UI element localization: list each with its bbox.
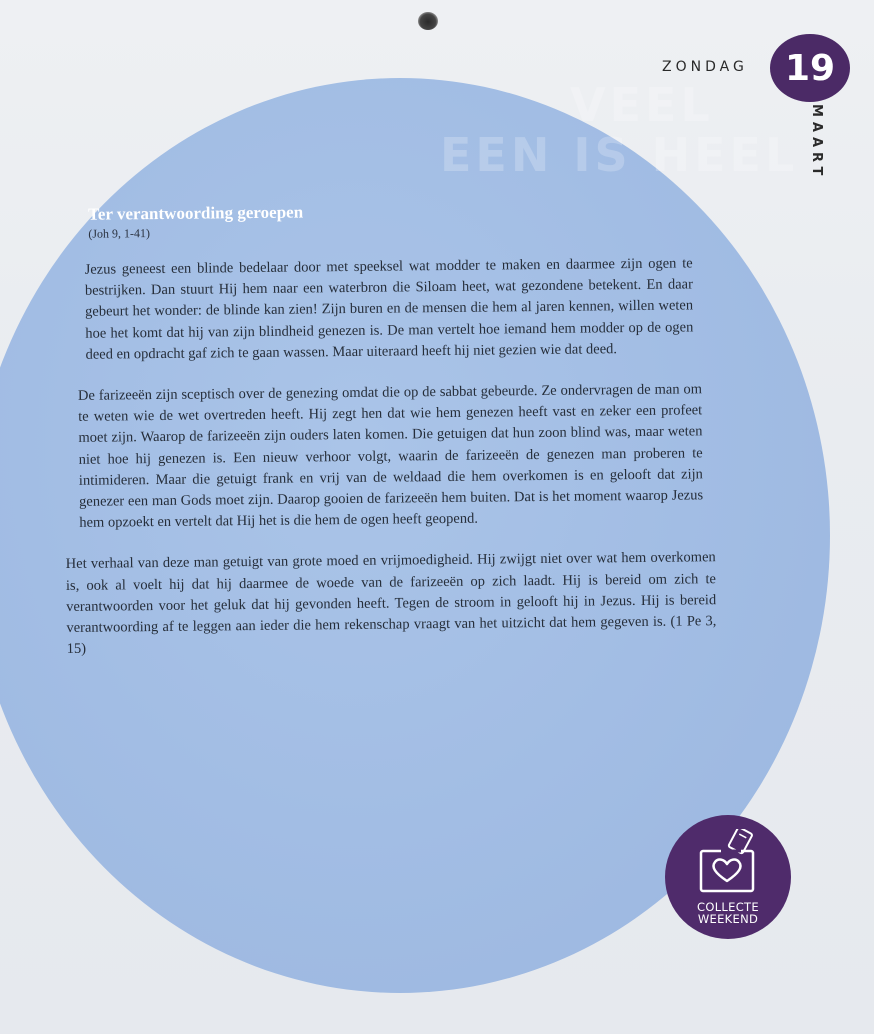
badge-text-line-2: WEEKEND <box>697 912 759 926</box>
day-number-badge <box>770 34 850 102</box>
bible-reference: (Joh 9, 1-41) <box>88 226 151 241</box>
hanging-hole <box>418 12 438 30</box>
article <box>62 198 717 680</box>
paragraph-2: De farizeeën zijn sceptisch over de genezing omdat die op de sabbat gebeurde. Ze ondervragen de man om te weten wie de wet overtreden heeft. Hij zegt hen dat wie hem genezen heeft vast en zeker een profeet moet zijn. Waarop de farizeeën zijn ouders laten komen. Die getuigen dat hun zoon blind was, maar weten niet hoe hij genezen is. Een nieuw verhoor volgt, waarin de farizeeën de genezen man proberen te intimideren. Maar die getuigt frank en vrij van de weldaad die hem overkomen is en gelooft dat zijn genezer een man Gods moet zijn. Daarop gooien de farizeeën hem buiten. Dat is het moment waarop Jezus hem opzoekt en vertelt dat Hij het is die hem de ogen heeft geopend. <box>77 381 704 532</box>
badge-text-line-1: COLLECTE <box>697 900 759 914</box>
watermark-line-1: VEEL <box>570 78 714 132</box>
weekday-label: ZONDAG <box>662 59 748 75</box>
article-title: Ter verantwoording geroepen <box>87 202 304 224</box>
donation-box-heart-icon <box>695 829 761 895</box>
paragraph-1: Jezus geneest een blinde bedelaar door met speeksel wat modder te maken en daarmee zijn ogen te bestrijken. Dan stuurt Hij hem naar een waterbron die Siloam heet, wat gezondene betekent. En daar gebeurt het wonder: de blinde kan zien! Zijn buren en de mensen die hem al jaren kennen, willen weten hoe het komt dat hij van zijn blindheid genezen is. De man vertelt hoe iemand hem modder op de ogen deed en opdracht gaf zich te gaan wassen. Maar uiteraard heeft hij niet gezien wie dat deed. <box>84 255 694 363</box>
day-number: 19 <box>784 47 836 89</box>
paragraph-3: Het verhaal van deze man getuigt van grote moed en vrijmoedigheid. Hij zwijgt niet over wat hem overkomen is, ook al voelt hij dat hij daarmee de woede van de farizeeën op zich laadt. Hij is bereid om zich te verantwoorden voor het geluk dat hij gevonden heeft. Tegen de stroom in gelooft hij in Jezus. Hij is bereid verantwoording af te leggen aan ieder die hem rekenschap vraagt van het uitzicht dat hem gegeven is. (1 Pe 3, 15) <box>65 549 717 658</box>
watermark-line-2: EEN IS HEEL <box>440 128 799 182</box>
month-label: MAART <box>809 104 824 181</box>
collecte-weekend-badge <box>665 815 791 939</box>
badge-text <box>665 901 791 925</box>
